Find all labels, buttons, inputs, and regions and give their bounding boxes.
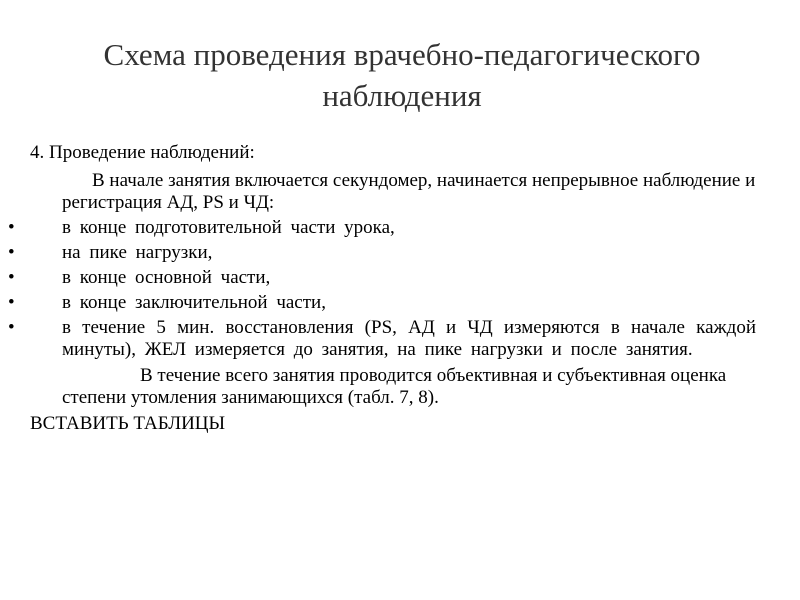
list-item-text: в конце основной части, — [62, 267, 271, 288]
list-item — [8, 217, 756, 239]
bullet-icon: • — [8, 292, 15, 313]
list-item — [8, 317, 756, 361]
list-item — [8, 267, 756, 289]
list-item-text: в конце заключительной части, — [62, 292, 326, 313]
bullet-icon: • — [8, 217, 15, 238]
bullet-icon: • — [8, 267, 15, 288]
list-item — [8, 292, 756, 314]
slide-body — [8, 142, 756, 438]
list-item-text: в конце подготовительной части урока, — [62, 217, 395, 238]
footer-note: ВСТАВИТЬ ТАБЛИЦЫ — [30, 413, 226, 434]
assessment-paragraph: В течение всего занятия проводится объективная и субъективная оценка степени утомления занимающихся (табл. 7, 8). — [62, 365, 727, 408]
list-item — [8, 242, 756, 264]
slide-title: Схема проведения врачебно-педагогического наблюдения — [103, 37, 701, 113]
bullet-icon: • — [8, 242, 15, 263]
intro-paragraph: В начале занятия включается секундомер, начинается непрерывное наблюдение и регистрация АД, PS и ЧД: — [62, 170, 756, 213]
bullet-list — [8, 217, 756, 361]
list-item-text: в течение 5 мин. восстановления (PS, АД и ЧД измеряются в начале каждой минуты), ЖЕЛ измеряется до занятия, на пике нагрузки и после занятия. — [62, 317, 756, 360]
bullet-icon: • — [8, 317, 15, 338]
section-heading: 4. Проведение наблюдений: — [30, 142, 255, 163]
list-item-text: на пике нагрузки, — [62, 242, 213, 263]
